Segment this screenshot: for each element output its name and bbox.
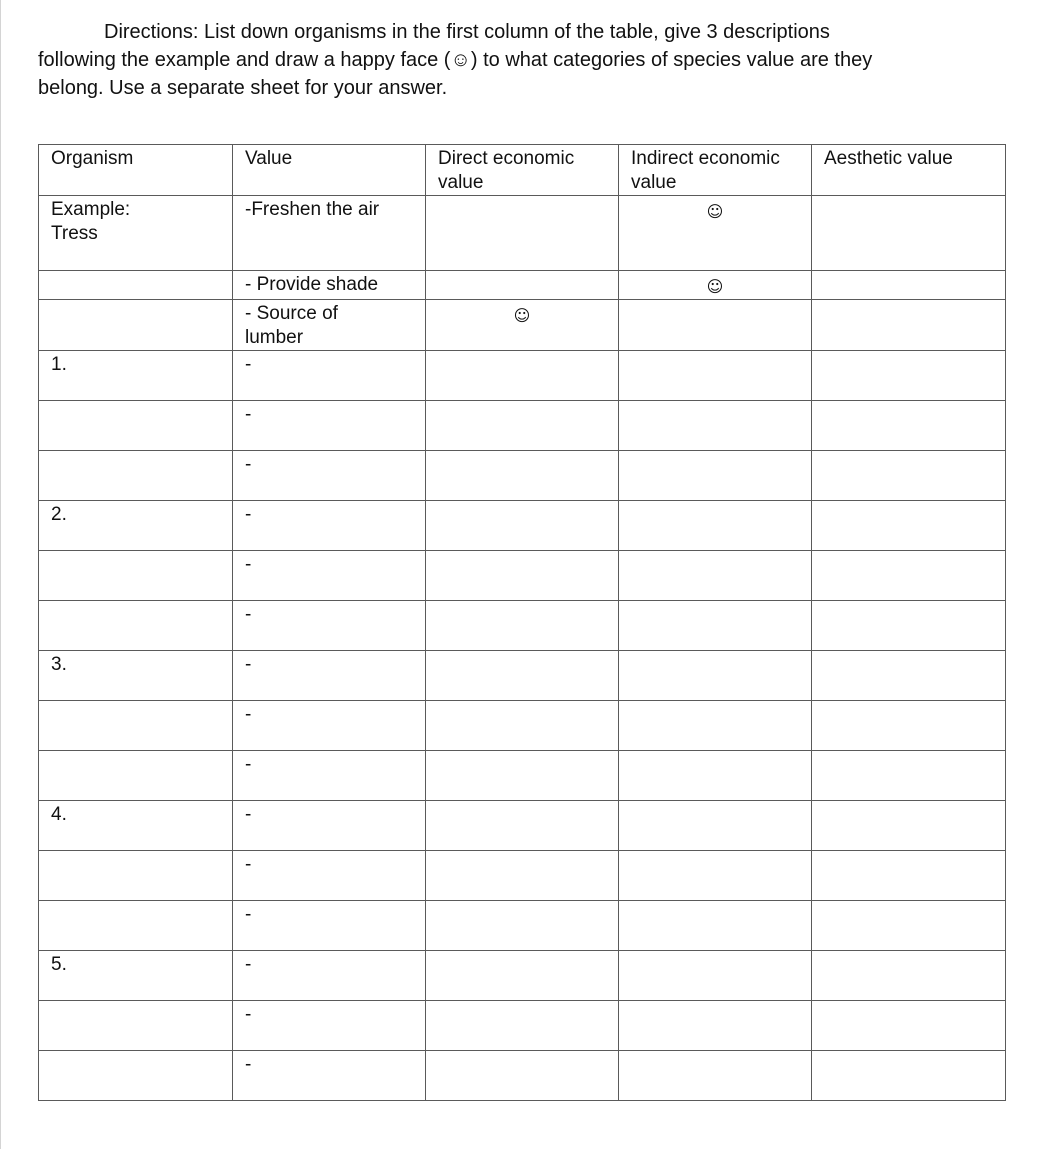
directions-text: [38, 18, 1028, 102]
header-organism: Organism: [39, 145, 233, 196]
table-row: [39, 1051, 1006, 1101]
table-row: [39, 701, 1006, 751]
example-row-3: [39, 300, 1006, 351]
table-row: [39, 901, 1006, 951]
example-row-2: [39, 271, 1006, 300]
happy-face-icon: ☺: [706, 277, 724, 296]
table-row: [39, 851, 1006, 901]
example-direct-cell-1: [426, 196, 619, 271]
table-row: [39, 651, 1006, 701]
value-dash: -: [233, 551, 426, 601]
example-value-2: - Provide shade: [233, 271, 426, 300]
value-dash: -: [233, 1001, 426, 1051]
entry-number: 2.: [39, 501, 233, 551]
table-row: [39, 801, 1006, 851]
example-organism-cell: Example: Tress: [39, 196, 233, 271]
header-value: Value: [233, 145, 426, 196]
example-indirect-cell-1: [619, 196, 812, 271]
directions-line-1: Directions: List down organisms in the first column of the table, give 3 descriptions: [104, 21, 830, 43]
value-dash: -: [233, 901, 426, 951]
value-dash: -: [233, 801, 426, 851]
example-row-1: [39, 196, 1006, 271]
example-direct-cell-3: [426, 300, 619, 351]
value-dash: -: [233, 1051, 426, 1101]
value-dash: -: [233, 751, 426, 801]
value-dash: -: [233, 351, 426, 401]
entry-number: 1.: [39, 351, 233, 401]
table-row: [39, 451, 1006, 501]
table-row: [39, 751, 1006, 801]
entry-number: 4.: [39, 801, 233, 851]
value-dash: -: [233, 601, 426, 651]
header-row: [39, 145, 1006, 196]
happy-face-icon: ☺: [513, 306, 531, 325]
value-dash: -: [233, 951, 426, 1001]
species-value-table: [38, 144, 1006, 1101]
entry-number: 3.: [39, 651, 233, 701]
value-dash: -: [233, 651, 426, 701]
happy-face-icon: ☺: [706, 202, 724, 221]
value-dash: -: [233, 401, 426, 451]
example-aesthetic-cell-1: [812, 196, 1006, 271]
entry-number: 5.: [39, 951, 233, 1001]
directions-line-3: belong. Use a separate sheet for your answer.: [38, 77, 448, 99]
header-aesthetic: Aesthetic value: [812, 145, 1006, 196]
table-row: [39, 601, 1006, 651]
table-row: [39, 351, 1006, 401]
example-indirect-cell-2: [619, 271, 812, 300]
table-row: [39, 551, 1006, 601]
value-dash: -: [233, 701, 426, 751]
directions-line-2: following the example and draw a happy face (☺) to what categories of species value are they: [38, 49, 873, 71]
table-row: [39, 501, 1006, 551]
value-dash: -: [233, 851, 426, 901]
header-direct-economic: Direct economic value: [426, 145, 619, 196]
example-value-1: -Freshen the air: [233, 196, 426, 271]
table-row: [39, 1001, 1006, 1051]
table-row: [39, 951, 1006, 1001]
example-value-3: - Source of lumber: [233, 300, 426, 351]
header-indirect-economic: Indirect economic value: [619, 145, 812, 196]
table-row: [39, 401, 1006, 451]
value-dash: -: [233, 501, 426, 551]
value-dash: -: [233, 451, 426, 501]
page-left-border: [0, 0, 1, 1149]
